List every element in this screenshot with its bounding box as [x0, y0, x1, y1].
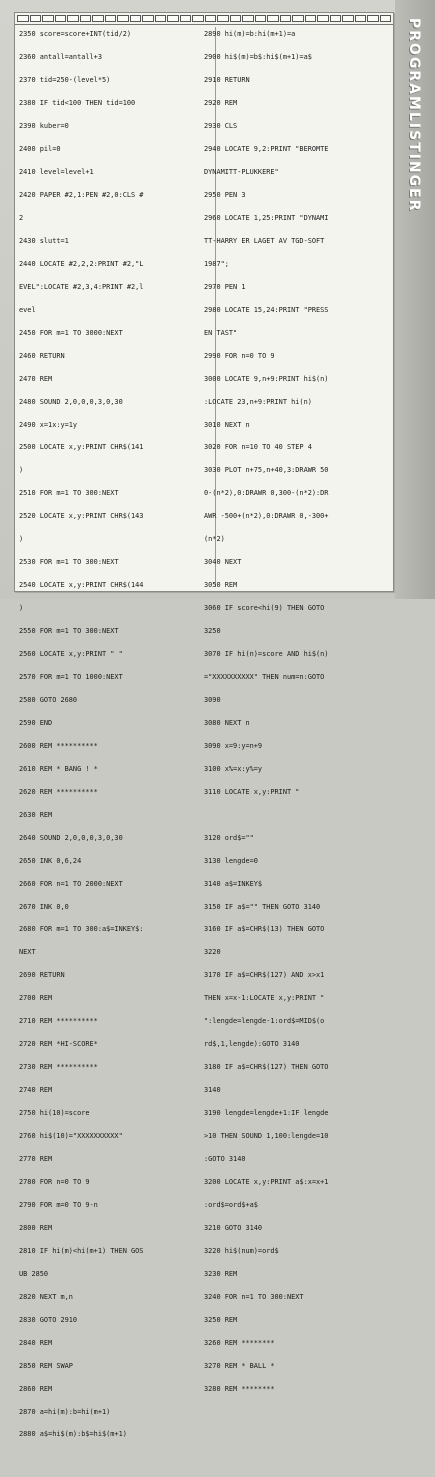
- code-line: 2400 pil=0: [19, 145, 61, 154]
- code-line: 2530 FOR m=1 TO 300:NEXT: [19, 558, 119, 567]
- code-line: 2870 a=hi(m):b=hi(m+1): [19, 1407, 111, 1416]
- code-line: 2550 FOR m=1 TO 300:NEXT: [19, 627, 119, 636]
- code-line: :LOCATE 23,n+9:PRINT hi(n): [204, 397, 312, 406]
- code-line: 3160 IF a$=CHR$(13) THEN GOTO: [204, 925, 325, 934]
- code-line: 3270 REM * BALL *: [204, 1361, 275, 1370]
- code-line: 2480 SOUND 2,0,0,0,3,0,30: [19, 397, 123, 406]
- code-line: 3010 NEXT n: [204, 420, 250, 429]
- code-line: 2930 CLS: [204, 122, 238, 131]
- code-line: 3050 REM: [204, 581, 238, 590]
- code-line: 2780 FOR n=0 TO 9: [19, 1177, 90, 1186]
- code-line: 2740 REM: [19, 1086, 53, 1095]
- code-line: 2710 REM **********: [19, 1017, 98, 1026]
- code-line: 3250 REM: [204, 1315, 238, 1324]
- code-line: 2630 REM: [19, 810, 53, 819]
- code-line: 2: [19, 213, 24, 222]
- code-line: 2760 hi$(10)="XXXXXXXXXX": [19, 1132, 123, 1141]
- section-label: PROGRAMLISTINGER: [406, 18, 422, 213]
- code-line: 2390 kuber=0: [19, 122, 69, 131]
- code-line: 3280 REM ********: [204, 1384, 275, 1393]
- code-line: [204, 1431, 388, 1439]
- code-line: 2660 FOR n=1 TO 2000:NEXT: [19, 879, 123, 888]
- code-line: 2890 hi(m)=b:hi(m+1)=a: [204, 30, 296, 39]
- code-line: 2680 FOR m=1 TO 300:a$=INKEY$:: [19, 925, 144, 934]
- code-line: 2800 REM: [19, 1223, 53, 1232]
- code-line: 2880 a$=hi$(m):b$=hi$(m+1): [19, 1430, 127, 1439]
- code-line: 2980 LOCATE 15,24:PRINT "PRESS: [204, 305, 329, 314]
- code-line: 0-(n*2),0:DRAWR 0,300-(n*2):DR: [204, 489, 329, 498]
- code-line: 2820 NEXT m,n: [19, 1292, 73, 1301]
- code-line: 2510 FOR m=1 TO 300:NEXT: [19, 489, 119, 498]
- code-line: 2750 hi(10)=score: [19, 1109, 90, 1118]
- code-line: 2770 REM: [19, 1155, 53, 1164]
- code-line: 2580 GOTO 2680: [19, 695, 78, 704]
- code-line: THEN x=x-1:LOCATE x,y:PRINT ": [204, 994, 325, 1003]
- code-line: 2910 RETURN: [204, 76, 250, 85]
- code-line: 2460 RETURN: [19, 351, 65, 360]
- listing-column-left: [19, 16, 203, 1477]
- code-line: 2650 INK 0,6,24: [19, 856, 82, 865]
- code-line: :GOTO 3140: [204, 1155, 246, 1164]
- code-line: 2720 REM *HI-SCORE*: [19, 1040, 98, 1049]
- code-line: 3210 GOTO 3140: [204, 1223, 263, 1232]
- code-line: EVEL":LOCATE #2,3,4:PRINT #2,l: [19, 282, 144, 291]
- code-line: 3090 x=9:y=n+9: [204, 741, 263, 750]
- code-line: 2350 score=score+INT(tid/2): [19, 30, 132, 39]
- code-line: 2620 REM **********: [19, 787, 98, 796]
- code-line: 2520 LOCATE x,y:PRINT CHR$(143: [19, 512, 144, 521]
- code-line: 3060 IF score<hi(9) THEN GOTO: [204, 604, 325, 613]
- code-line: :ord$=ord$+a$: [204, 1200, 258, 1209]
- code-line: 2830 GOTO 2910: [19, 1315, 78, 1324]
- code-line: 2990 FOR n=0 TO 9: [204, 351, 275, 360]
- code-line: 2640 SOUND 2,0,0,0,3,0,30: [19, 833, 123, 842]
- code-line: 2410 level=level+1: [19, 168, 94, 177]
- code-line: 2360 antall=antall+3: [19, 53, 102, 62]
- code-line: 2370 tid=250-(level*5): [19, 76, 111, 85]
- code-line: 3260 REM ********: [204, 1338, 275, 1347]
- code-line: 2790 FOR m=0 TO 9-n: [19, 1200, 98, 1209]
- code-line: 3030 PLOT n+75,n+40,3:DRAWR 50: [204, 466, 329, 475]
- code-line: 3170 IF a$=CHR$(127) AND x>x1: [204, 971, 325, 980]
- code-line: 3180 IF a$=CHR$(127) THEN GOTO: [204, 1063, 329, 1072]
- code-line: 3140: [204, 1086, 221, 1095]
- code-line: 2380 IF tid<100 THEN tid=100: [19, 99, 136, 108]
- code-line: 2730 REM **********: [19, 1063, 98, 1072]
- code-line: 2920 REM: [204, 99, 238, 108]
- code-line: 3100 x%=x:y%=y: [204, 764, 263, 773]
- code-line: 2600 REM **********: [19, 741, 98, 750]
- code-line: 3110 LOCATE x,y:PRINT ": [204, 787, 300, 796]
- code-line: UB 2850: [19, 1269, 49, 1278]
- code-line: 3130 lengde=0: [204, 856, 258, 865]
- code-line: 2940 LOCATE 9,2:PRINT "BEROMTE: [204, 145, 329, 154]
- code-line: 3240 FOR n=1 TO 300:NEXT: [204, 1292, 304, 1301]
- code-line: 3140 a$=INKEY$: [204, 879, 263, 888]
- section-label-wrap: [397, 18, 431, 578]
- code-line: 2810 IF hi(m)<hi(m+1) THEN GOS: [19, 1246, 144, 1255]
- code-line: 2670 INK 0,0: [19, 902, 69, 911]
- code-line: AWR -500+(n*2),0:DRAWR 0,-300+: [204, 512, 329, 521]
- code-line: EN TAST": [204, 328, 238, 337]
- code-line: >10 THEN SOUND 1,100:lengde=10: [204, 1132, 329, 1141]
- code-line: 2420 PAPER #2,1:PEN #2,0:CLS #: [19, 190, 144, 199]
- code-line: ":lengde=lengde-1:ord$=MID$(o: [204, 1017, 325, 1026]
- code-line: 2490 x=1x:y=1y: [19, 420, 78, 429]
- code-line: ): [19, 466, 24, 475]
- code-line: 3220: [204, 948, 221, 957]
- code-line: [204, 1409, 388, 1417]
- code-line: 2960 LOCATE 1,25:PRINT "DYNAMI: [204, 213, 329, 222]
- code-line: 3250: [204, 627, 221, 636]
- code-line: 3020 FOR n=10 TO 40 STEP 4: [204, 443, 312, 452]
- code-line: 2440 LOCATE #2,2,2:PRINT #2,"L: [19, 259, 144, 268]
- code-line: 3200 LOCATE x,y:PRINT a$:x=x+1: [204, 1177, 329, 1186]
- code-line: 3220 hi$(num)=ord$: [204, 1246, 279, 1255]
- code-line: 2690 RETURN: [19, 971, 65, 980]
- code-line: 2500 LOCATE x,y:PRINT CHR$(141: [19, 443, 144, 452]
- listing-column-right: [204, 16, 388, 1477]
- code-line: 3120 ord$="": [204, 833, 254, 842]
- code-line: [204, 1454, 388, 1462]
- code-line: 2860 REM: [19, 1384, 53, 1393]
- code-line: ="XXXXXXXXXX" THEN num=n:GOTO: [204, 673, 325, 681]
- code-line: (n*2): [204, 535, 225, 544]
- code-line: 2560 LOCATE x,y:PRINT " ": [19, 650, 123, 659]
- code-line: [19, 1454, 203, 1462]
- code-line: 2590 END: [19, 718, 53, 727]
- code-line: 3150 IF a$="" THEN GOTO 3140: [204, 902, 321, 911]
- code-line: evel: [19, 305, 36, 314]
- code-line: 2610 REM * BANG ! *: [19, 764, 98, 773]
- code-line: 2450 FOR m=1 TO 3000:NEXT: [19, 328, 123, 337]
- code-line: 3000 LOCATE 9,n+9:PRINT hi$(n): [204, 374, 329, 383]
- code-line: 2950 PEN 3: [204, 190, 246, 199]
- code-line: 2700 REM: [19, 994, 53, 1003]
- code-line: DYNAMITT-PLUKKERE": [204, 168, 279, 177]
- code-line: 2850 REM SWAP: [19, 1361, 73, 1370]
- code-line: [204, 812, 388, 820]
- code-line: TT-HARRY ER LAGET AV TGD-SOFT: [204, 236, 325, 245]
- code-line: 2970 PEN 1: [204, 282, 246, 291]
- code-line: 2430 slutt=1: [19, 236, 69, 245]
- code-line: ): [19, 535, 24, 544]
- code-line: 2470 REM: [19, 374, 53, 383]
- code-line: 3080 NEXT n: [204, 718, 250, 727]
- code-line: 2840 REM: [19, 1338, 53, 1347]
- code-line: 3070 IF hi(n)=score AND hi$(n): [204, 650, 329, 659]
- code-line: 2570 FOR m=1 TO 1000:NEXT: [19, 673, 123, 681]
- code-line: 3230 REM: [204, 1269, 238, 1278]
- code-line: ): [19, 604, 24, 613]
- code-line: 2540 LOCATE x,y:PRINT CHR$(144: [19, 581, 144, 590]
- code-line: 3190 lengde=lengde+1:IF lengde: [204, 1109, 329, 1118]
- code-line: rd$,1,lengde):GOTO 3140: [204, 1040, 300, 1049]
- code-line: 3090: [204, 695, 221, 704]
- code-line: 3040 NEXT: [204, 558, 242, 567]
- code-line: NEXT: [19, 948, 36, 957]
- code-line: 1987";: [204, 259, 229, 268]
- code-line: 2900 hi$(m)=b$:hi$(m+1)=a$: [204, 53, 312, 62]
